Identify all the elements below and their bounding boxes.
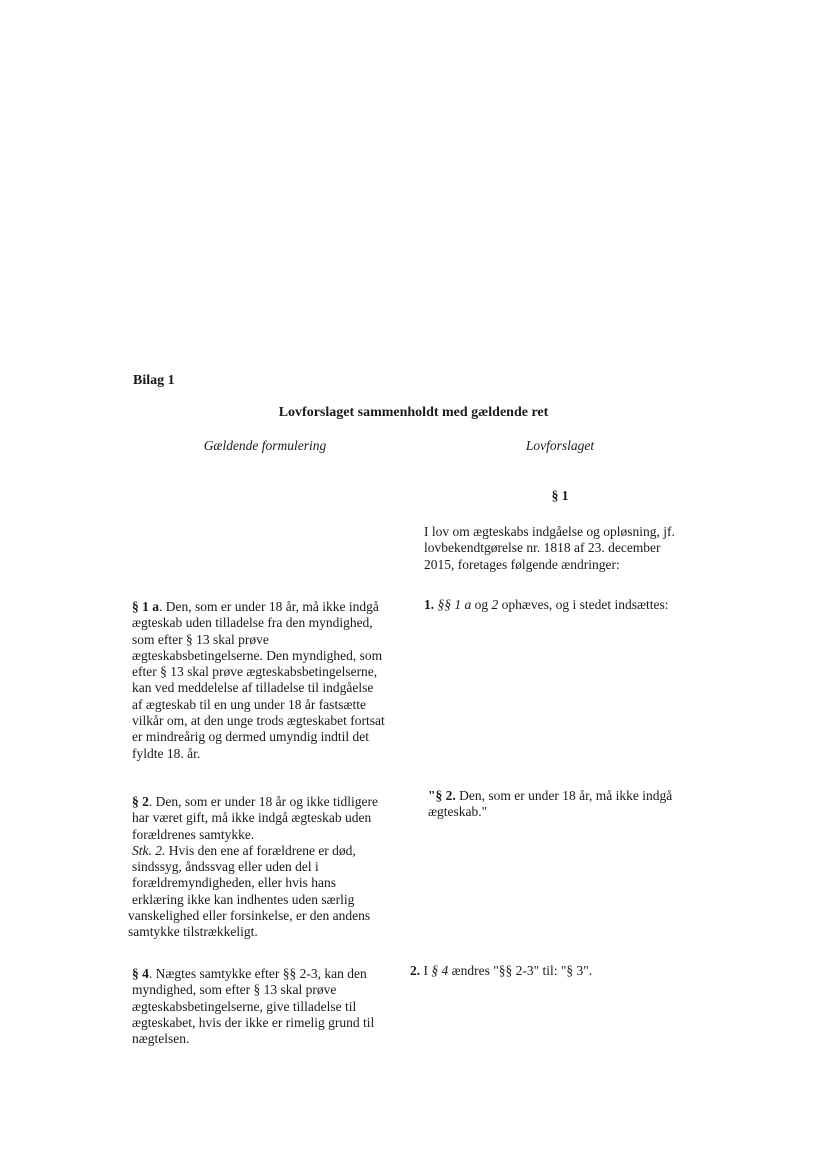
text-line: har været gift, må ikke indgå ægteskab uden — [132, 810, 372, 826]
text-line: sindssyg, åndssvag eller uden del i — [132, 859, 319, 875]
text-line: samtykke tilstrækkeligt. — [128, 924, 258, 940]
item-number: 2. — [410, 963, 421, 978]
intro-line: I lov om ægteskabs indgåelse og opløsning, jf. — [424, 524, 675, 539]
section-mark: § 4 — [132, 966, 149, 981]
right-column-heading: Lovforslaget — [525, 438, 595, 453]
section-first-line: § 1 a. Den, som er under 18 år, må ikke indgå — [132, 599, 379, 614]
intro-line: lovbekendtgørelse nr. 1818 af 23. december — [424, 540, 661, 556]
text-line: myndighed, som efter § 13 skal prøve — [132, 982, 337, 998]
intro-paragraph — [424, 524, 714, 573]
text-line: kan ved meddelelse af tilladelse til indgåelse — [132, 680, 374, 696]
section-mark: § 1 a — [132, 599, 159, 614]
text-line: vilkår om, at den unge trods ægteskabet fortsat — [132, 713, 385, 729]
section-reference: §§ 1 a — [437, 597, 472, 612]
subsection-label: Stk. 2. — [132, 842, 166, 858]
text-line: nægtelsen. — [132, 1031, 190, 1047]
text-line: som efter § 13 skal prøve — [132, 631, 269, 647]
current-section-1a — [132, 599, 402, 762]
text-line: forældremyndigheden, eller hvis hans — [132, 875, 336, 891]
text-line: vanskelighed eller forsinkelse, er den andens — [128, 908, 371, 924]
amendment-item-1: 1. §§ 1 a og 2 ophæves, og i stedet indsættes: — [424, 597, 669, 612]
text-line: ægteskab uden tilladelse fra den myndighed, — [132, 615, 373, 631]
text-line: forældrenes samtykke. — [132, 826, 255, 842]
subsection-first-line: Stk. 2. Hvis den ene af forældrene er død, — [132, 842, 356, 858]
text-line: ægteskabet, hvis der ikke er rimelig grund til — [132, 1014, 375, 1030]
section-reference: 2 — [491, 597, 499, 612]
text-line: er mindreårig og dermed umyndig indtil det — [132, 729, 369, 745]
text-line: af ægteskab til en ung under 18 år fastsætte — [132, 696, 366, 712]
text-line: ægteskabsbetingelserne, give tilladelse til — [132, 998, 357, 1014]
current-section-2 — [128, 794, 412, 941]
left-column-heading: Gældende formulering — [203, 438, 327, 453]
text-line: erklæring ikke kan indhentes uden særlig — [132, 891, 355, 907]
text-line: ægteskabsbetingelserne. Den myndighed, som — [132, 647, 383, 663]
quoted-section-mark: "§ 2. — [428, 788, 456, 803]
intro-line: 2015, foretages følgende ændringer: — [424, 556, 620, 572]
text-line: efter § 13 skal prøve ægteskabsbetingelserne, — [132, 664, 378, 680]
amendment-item-2: 2. I § 4 ændres "§§ 2-3" til: "§ 3". — [410, 963, 593, 978]
section-mark: § 2 — [132, 794, 149, 809]
section-first-line: § 4. Nægtes samtykke efter §§ 2-3, kan den — [132, 966, 367, 981]
section-first-line: § 2. Den, som er under 18 år og ikke tidligere — [132, 794, 378, 809]
section-reference: § 4 — [431, 963, 449, 978]
text-line: fyldte 18. år. — [132, 745, 201, 761]
section-heading: § 1 — [551, 488, 569, 503]
new-section-2: "§ 2. Den, som er under 18 år, må ikke indgå ægteskab." — [428, 788, 718, 821]
item-number: 1. — [424, 597, 435, 612]
annex-label: Bilag 1 — [133, 373, 175, 388]
text-line: ægteskab." — [428, 804, 488, 820]
document-title: Lovforslaget sammenholdt med gældende ret — [278, 405, 549, 420]
current-section-4 — [132, 966, 402, 1047]
